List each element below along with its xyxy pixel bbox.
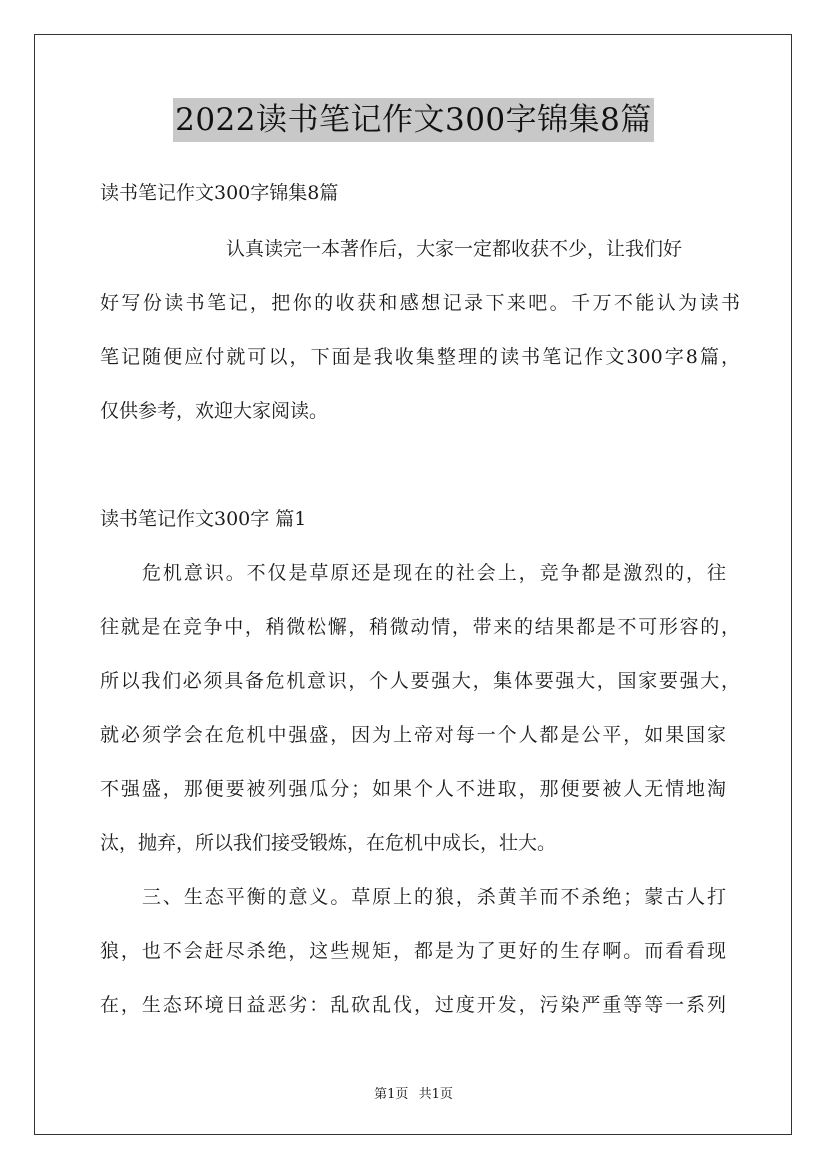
document-title: 2022读书笔记作文300字锦集8篇 [173, 98, 654, 142]
subtitle: 读书笔记作文300字锦集8篇 [100, 182, 339, 204]
page-footer [0, 1083, 827, 1102]
paragraph2-line-2: 狼，也不会赶尽杀绝，这些规矩，都是为了更好的生存啊。而看看现 [100, 940, 726, 962]
paragraph1-line-1: 危机意识。不仅是草原还是现在的社会上，竞争都是激烈的，往 [142, 562, 726, 584]
intro-line-1: 认真读完一本著作后，大家一定都收获不少，让我们好 [226, 238, 683, 260]
page-total: 共1页 [418, 1087, 453, 1102]
page-number: 第1页 [374, 1087, 409, 1102]
paragraph2-line-3: 在，生态环境日益恶劣：乱砍乱伐，过度开发，污染严重等等一系列 [100, 994, 726, 1016]
paragraph1-line-5: 不强盛，那便要被列强瓜分；如果个人不进取，那便要被人无情地淘 [100, 778, 726, 800]
section-heading: 读书笔记作文300字 篇1 [100, 508, 307, 530]
paragraph1-line-6: 汰，抛弃，所以我们接受锻炼，在危机中成长，壮大。 [100, 832, 557, 854]
paragraph1-line-3: 所以我们必须具备危机意识，个人要强大，集体要强大，国家要强大， [100, 670, 740, 692]
intro-line-3: 笔记随便应付就可以，下面是我收集整理的读书笔记作文300字8篇， [100, 346, 740, 368]
paragraph1-line-4: 就必须学会在危机中强盛，因为上帝对每一个人都是公平，如果国家 [100, 724, 726, 746]
intro-line-4: 仅供参考，欢迎大家阅读。 [100, 400, 329, 422]
intro-line-2: 好写份读书笔记，把你的收获和感想记录下来吧。千万不能认为读书 [100, 292, 740, 314]
paragraph2-line-1: 三、生态平衡的意义。草原上的狼，杀黄羊而不杀绝；蒙古人打 [142, 886, 726, 908]
paragraph1-line-2: 往就是在竞争中，稍微松懈，稍微动情，带来的结果都是不可形容的， [100, 616, 740, 638]
title-container [0, 98, 827, 142]
